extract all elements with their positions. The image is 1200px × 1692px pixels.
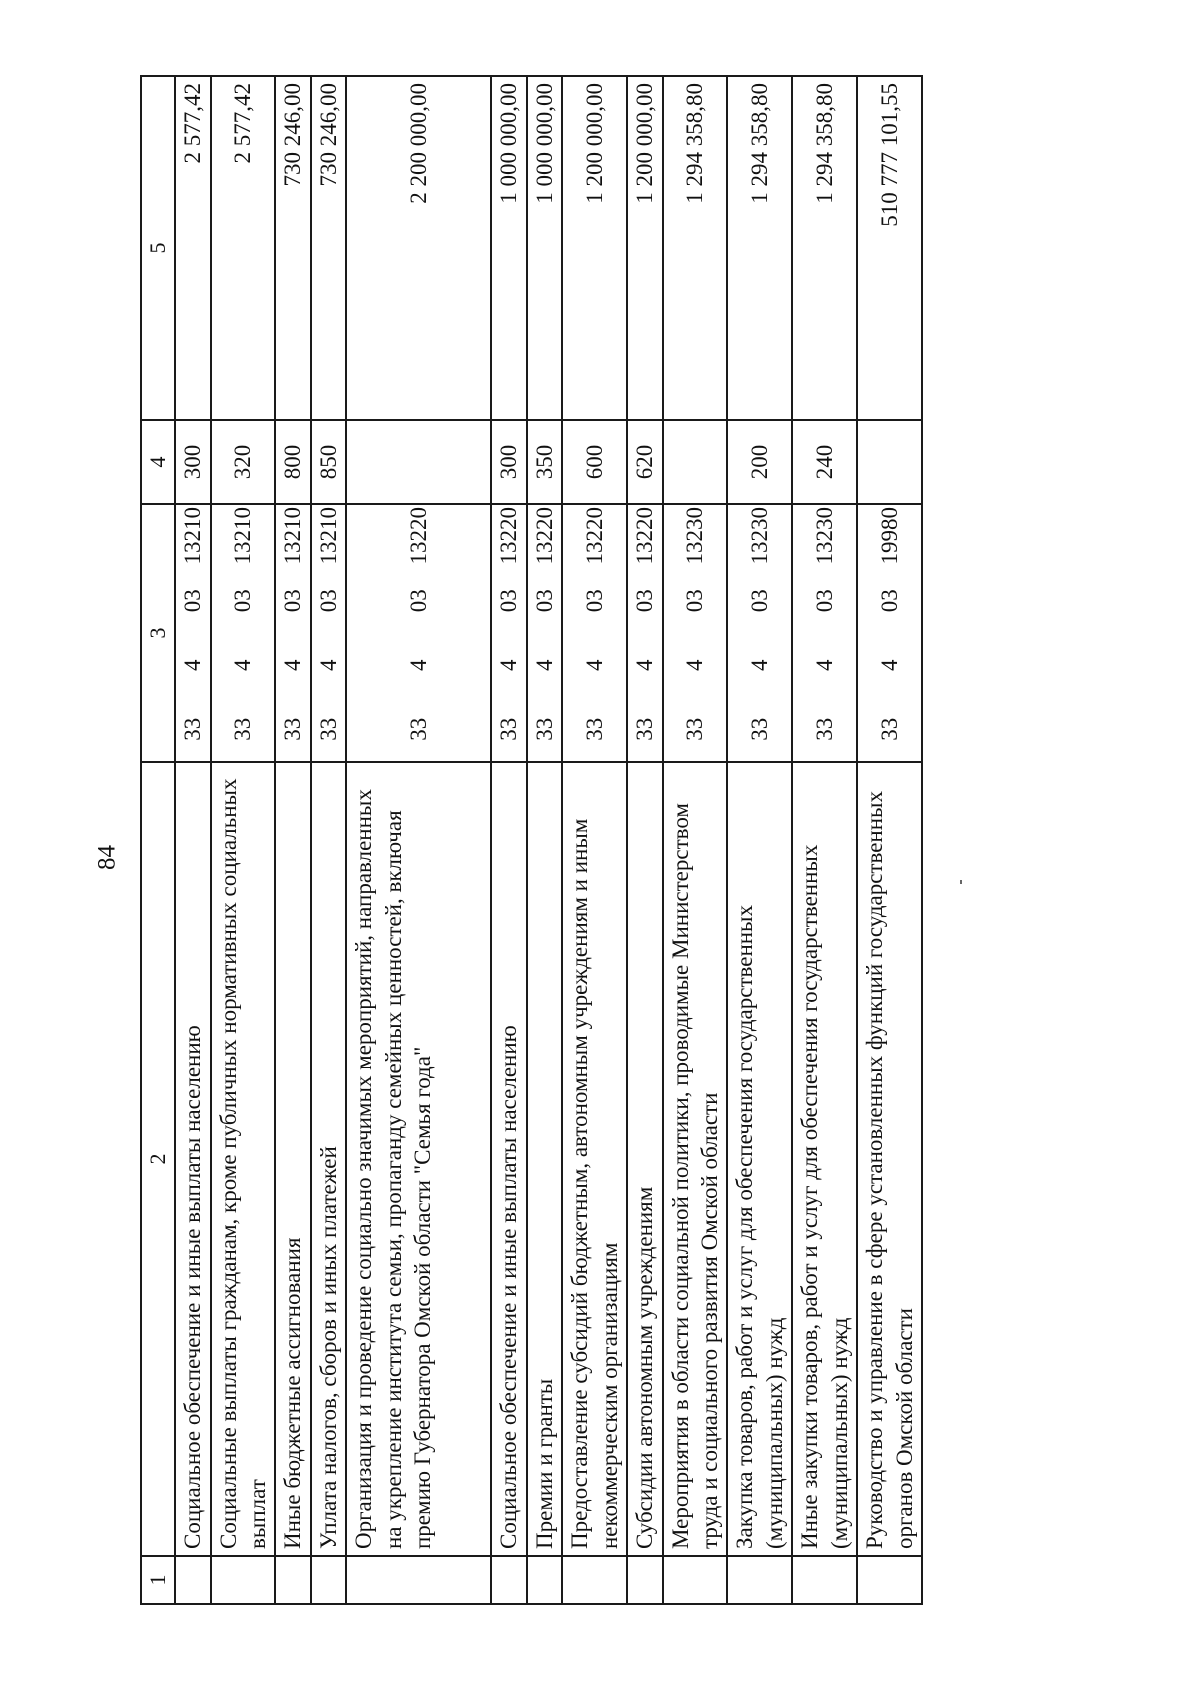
code-part-1: 33 (562, 698, 627, 763)
code-part-4: 13210 (211, 504, 276, 569)
row-amount-cell: 2 577,42 (175, 76, 210, 420)
table-header-row (141, 76, 175, 1604)
row-name-cell: Уплата налогов, сборов и иных платежей (311, 762, 346, 1556)
code-part-3: 03 (491, 569, 526, 634)
row-amount-cell: 730 246,00 (275, 76, 310, 420)
row-number-cell (562, 1556, 627, 1604)
row-name-cell: Закупка товаров, работ и услуг для обеспечения государственных (муниципальных) нужд (727, 762, 792, 1556)
header-col-4: 4 (141, 420, 175, 504)
row-type-cell: 620 (627, 420, 662, 504)
row-number-cell (627, 1556, 662, 1604)
row-amount-cell: 1 000 000,00 (527, 76, 562, 420)
code-part-1: 33 (792, 698, 857, 763)
code-part-2: 4 (211, 633, 276, 698)
table-row (346, 76, 491, 1604)
code-part-2: 4 (663, 633, 728, 698)
row-name-cell: Социальные выплаты гражданам, кроме публичных нормативных социальных выплат (211, 762, 276, 1556)
code-part-1: 33 (175, 698, 210, 763)
row-number-cell (792, 1556, 857, 1604)
row-type-cell: 300 (175, 420, 210, 504)
row-type-cell: 350 (527, 420, 562, 504)
row-type-cell (346, 420, 491, 504)
code-part-2: 4 (627, 633, 662, 698)
row-number-cell (175, 1556, 210, 1604)
code-part-4: 13220 (346, 504, 491, 569)
row-type-cell (663, 420, 728, 504)
row-number-cell (727, 1556, 792, 1604)
row-amount-cell: 1 200 000,00 (562, 76, 627, 420)
row-amount-cell: 1 000 000,00 (491, 76, 526, 420)
row-amount-cell: 1 294 358,80 (663, 76, 728, 420)
row-number-cell (527, 1556, 562, 1604)
code-part-3: 03 (792, 569, 857, 634)
code-part-3: 03 (727, 569, 792, 634)
row-amount-cell: 510 777 101,55 (857, 76, 922, 420)
code-part-3: 03 (346, 569, 491, 634)
code-part-3: 03 (663, 569, 728, 634)
table-row (627, 76, 662, 1604)
code-part-3: 03 (527, 569, 562, 634)
header-col-3: 3 (141, 504, 175, 762)
table-row (792, 76, 857, 1604)
code-part-1: 33 (857, 698, 922, 763)
row-name-cell: Иные бюджетные ассигнования (275, 762, 310, 1556)
code-part-3: 03 (175, 569, 210, 634)
row-name-cell: Предоставление субсидий бюджетным, автономным учреждениям и иным некоммерческим организациям (562, 762, 627, 1556)
row-name-cell: Премии и гранты (527, 762, 562, 1556)
code-part-4: 13220 (562, 504, 627, 569)
row-number-cell (491, 1556, 526, 1604)
row-amount-cell: 2 577,42 (211, 76, 276, 420)
code-part-4: 13220 (527, 504, 562, 569)
code-part-3: 03 (311, 569, 346, 634)
row-type-cell: 850 (311, 420, 346, 504)
table-row (275, 76, 310, 1604)
table-row (663, 76, 728, 1604)
code-part-1: 33 (527, 698, 562, 763)
row-type-cell: 240 (792, 420, 857, 504)
code-part-3: 03 (627, 569, 662, 634)
row-type-cell: 320 (211, 420, 276, 504)
row-amount-cell: 1 294 358,80 (792, 76, 857, 420)
header-col-1: 1 (141, 1556, 175, 1604)
code-part-4: 13220 (627, 504, 662, 569)
row-number-cell (663, 1556, 728, 1604)
code-part-1: 33 (311, 698, 346, 763)
code-part-2: 4 (346, 633, 491, 698)
code-part-2: 4 (491, 633, 526, 698)
code-part-4: 13210 (275, 504, 310, 569)
row-number-cell (857, 1556, 922, 1604)
code-part-3: 03 (275, 569, 310, 634)
budget-table-container (140, 75, 990, 1605)
code-part-2: 4 (311, 633, 346, 698)
code-part-1: 33 (346, 698, 491, 763)
row-type-cell (857, 420, 922, 504)
code-part-1: 33 (211, 698, 276, 763)
code-part-2: 4 (275, 633, 310, 698)
code-part-4: 13230 (727, 504, 792, 569)
code-part-2: 4 (527, 633, 562, 698)
row-type-cell: 200 (727, 420, 792, 504)
table-row (175, 76, 210, 1604)
table-row (211, 76, 276, 1604)
row-type-cell: 300 (491, 420, 526, 504)
budget-table (140, 75, 923, 1605)
code-part-1: 33 (627, 698, 662, 763)
code-part-4: 19980 (857, 504, 922, 569)
code-part-3: 03 (857, 569, 922, 634)
row-name-cell: Организация и проведение социально значимых мероприятий, направленных на укрепление института семьи, пропаганду семейных ценностей, включая премию Губернатора Омской области "Семья года" (346, 762, 491, 1556)
code-part-2: 4 (727, 633, 792, 698)
code-part-3: 03 (211, 569, 276, 634)
code-part-3: 03 (562, 569, 627, 634)
scan-speck (960, 880, 962, 884)
row-number-cell (346, 1556, 491, 1604)
row-amount-cell: 1 294 358,80 (727, 76, 792, 420)
code-part-4: 13210 (311, 504, 346, 569)
row-number-cell (211, 1556, 276, 1604)
row-name-cell: Руководство и управление в сфере установленных функций государственных органов Омской области (857, 762, 922, 1556)
row-name-cell: Мероприятия в области социальной политики, проводимые Министерством труда и социального развития Омской области (663, 762, 728, 1556)
code-part-1: 33 (491, 698, 526, 763)
table-row (311, 76, 346, 1604)
code-part-1: 33 (727, 698, 792, 763)
code-part-1: 33 (275, 698, 310, 763)
code-part-1: 33 (663, 698, 728, 763)
table-row (857, 76, 922, 1604)
code-part-2: 4 (562, 633, 627, 698)
table-row (527, 76, 562, 1604)
table-row (562, 76, 627, 1604)
code-part-4: 13230 (792, 504, 857, 569)
row-amount-cell: 1 200 000,00 (627, 76, 662, 420)
row-name-cell: Субсидии автономным учреждениям (627, 762, 662, 1556)
row-number-cell (275, 1556, 310, 1604)
code-part-4: 13210 (175, 504, 210, 569)
code-part-2: 4 (792, 633, 857, 698)
code-part-4: 13220 (491, 504, 526, 569)
row-amount-cell: 730 246,00 (311, 76, 346, 420)
row-type-cell: 800 (275, 420, 310, 504)
code-part-2: 4 (857, 633, 922, 698)
code-part-4: 13230 (663, 504, 728, 569)
table-row (491, 76, 526, 1604)
header-col-2: 2 (141, 762, 175, 1556)
page-number: 84 (93, 845, 121, 870)
row-name-cell: Социальное обеспечение и иные выплаты населению (491, 762, 526, 1556)
table-row (727, 76, 792, 1604)
code-part-2: 4 (175, 633, 210, 698)
row-name-cell: Иные закупки товаров, работ и услуг для обеспечения государственных (муниципальных) нужд (792, 762, 857, 1556)
row-amount-cell: 2 200 000,00 (346, 76, 491, 420)
row-name-cell: Социальное обеспечение и иные выплаты населению (175, 762, 210, 1556)
row-number-cell (311, 1556, 346, 1604)
row-type-cell: 600 (562, 420, 627, 504)
header-col-5: 5 (141, 76, 175, 420)
